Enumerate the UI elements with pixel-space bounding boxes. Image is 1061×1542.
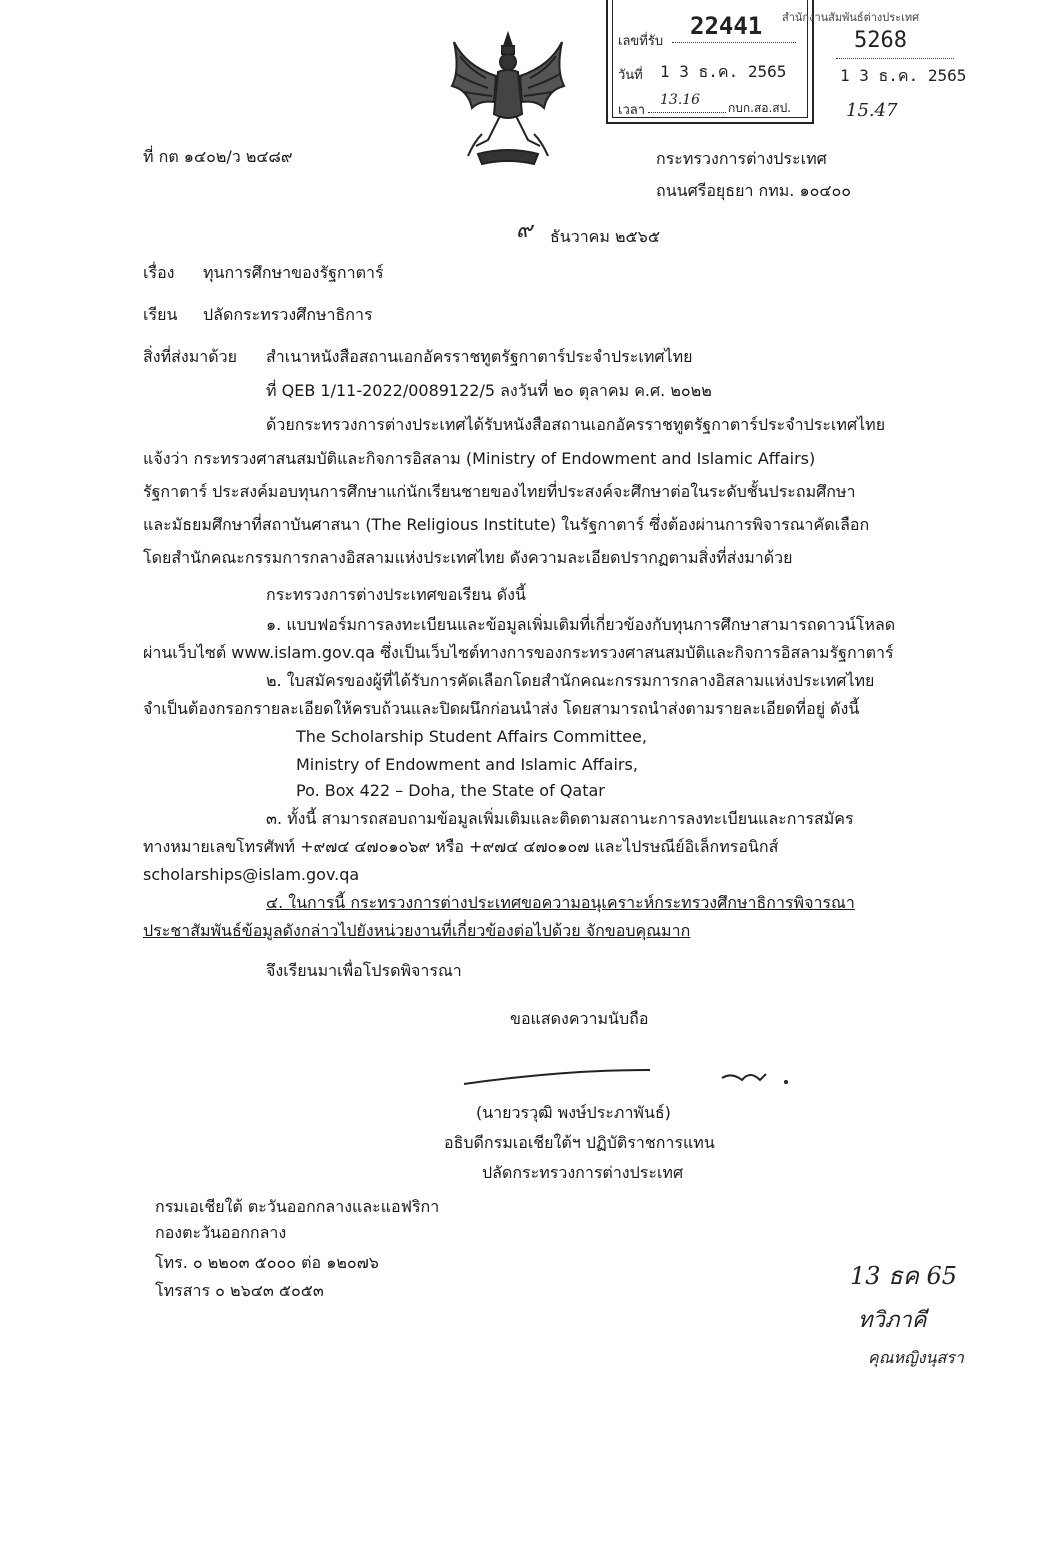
item-2-line-2: จำเป็นต้องกรอกรายละเอียดให้ครบถ้วนและปิดผนึกก่อนนำส่ง โดยสามารถนำส่งตามรายละเอียดที่อยู่ ดังนี้ (143, 699, 860, 718)
stamp-number-2-dotline (836, 58, 954, 59)
address-line-2: Ministry of Endowment and Islamic Affairs, (296, 755, 638, 774)
item-1-line-1: ๑. แบบฟอร์มการลงทะเบียนและข้อมูลเพิ่มเติมที่เกี่ยวข้องกับทุนการศึกษาสามารถดาวน์โหลด (266, 615, 896, 634)
regards: ขอแสดงความนับถือ (510, 1009, 649, 1028)
footer-telephone: โทร. ๐ ๒๒๐๓ ๕๐๐๐ ต่อ ๑๒๐๗๖ (155, 1253, 379, 1272)
signer-name: (นายวรวุฒิ พงษ์ประภาพันธ์) (476, 1103, 671, 1122)
to-label: เรียน (143, 305, 178, 324)
stamp-office: กบก.สอ.สป. (728, 101, 792, 115)
stamp-time: 13.16 (660, 92, 701, 108)
item-3-line-2: ทางหมายเลขโทรศัพท์ +๙๗๔ ๔๗๐๑๐๖๙ หรือ +๙๗๔ ๔๗๐๑๐๗ และไปรษณีย์อิเล็กทรอนิกส์ (143, 837, 779, 856)
to-text: ปลัดกระทรวงศึกษาธิการ (203, 305, 373, 324)
stamp-reg-label: เลขที่รับ (618, 34, 664, 49)
signer-title-1: อธิบดีกรมเอเชียใต้ฯ ปฏิบัติราชการแทน (444, 1133, 715, 1152)
stamp-date-2: 1 3 ธ.ค. 2565 (840, 66, 967, 85)
footer-fax: โทรสาร ๐ ๒๖๔๓ ๕๐๕๓ (155, 1281, 324, 1300)
closing-line: จึงเรียนมาเพื่อโปรดพิจารณา (266, 961, 462, 980)
enclosure-label: สิ่งที่ส่งมาด้วย (143, 347, 237, 366)
enclosure-line-2: ที่ QEB 1/11-2022/0089122/5 ลงวันที่ ๒๐ ตุลาคม ค.ศ. ๒๐๒๒ (266, 381, 712, 400)
date-day-handwritten: ๙ (516, 218, 533, 243)
body-p1-line-3: รัฐกาตาร์ ประสงค์มอบทุนการศึกษาแก่นักเรียนชายของไทยที่ประสงค์จะศึกษาต่อในระดับชั้นประถมศึกษา (143, 482, 856, 501)
letter-date: ธันวาคม ๒๕๖๕ (550, 227, 660, 246)
body-p1-line-4: และมัธยมศึกษาที่สถาบันศาสนา (The Religious Institute) ในรัฐกาตาร์ ซึ่งต้องผ่านการพิจารณาคัดเลือก (143, 515, 870, 534)
enclosure-line-1: สำเนาหนังสือสถานเอกอัครราชทูตรัฐกาตาร์ประจำประเทศไทย (266, 347, 693, 366)
garuda-emblem-icon (446, 30, 570, 168)
body-p1-line-5: โดยสำนักคณะกรรมการกลางอิสลามแห่งประเทศไทย ดังความละเอียดปรากฏตามสิ่งที่ส่งมาด้วย (143, 548, 793, 567)
footer-department: กรมเอเชียใต้ ตะวันออกกลางและแอฟริกา (155, 1197, 440, 1216)
address-line-3: Po. Box 422 – Doha, the State of Qatar (296, 781, 605, 800)
signer-title-2: ปลัดกระทรวงการต่างประเทศ (482, 1163, 684, 1182)
body-p1-line-1: ด้วยกระทรวงการต่างประเทศได้รับหนังสือสถานเอกอัครราชทูตรัฐกาตาร์ประจำประเทศไทย (266, 415, 886, 434)
footer-division: กองตะวันออกกลาง (155, 1223, 287, 1242)
stamp-reg-dotline (672, 42, 796, 43)
stamp-number-2: 5268 (854, 28, 907, 53)
address-line-1: The Scholarship Student Affairs Committee, (296, 727, 647, 746)
subject-label: เรื่อง (143, 263, 175, 282)
handwritten-note-3: คุณหญิงนุสรา (868, 1348, 964, 1367)
stamp-top-right-text: สำนักงานสัมพันธ์ต่างประเทศ (782, 11, 920, 24)
stamp-time-dotline (648, 112, 726, 113)
handwritten-date-note: 13 ธค 65 (850, 1262, 958, 1290)
stamp-time-label: เวลา (618, 103, 646, 118)
stamp-time-2: 15.47 (846, 100, 898, 121)
ministry-address: ถนนศรีอยุธยา กทม. ๑๐๔๐๐ (656, 181, 852, 200)
stamp-reg-no: 22441 (690, 12, 763, 40)
item-1-line-2: ผ่านเว็บไซต์ www.islam.gov.qa ซึ่งเป็นเว็บไซต์ทางการของกระทรวงศาสนสมบัติและกิจการอิสลามรัฐกาตาร์ (143, 643, 894, 662)
item-4-line-2: ประชาสัมพันธ์ข้อมูลดังกล่าวไปยังหน่วยงานที่เกี่ยวข้องต่อไปด้วย จักขอบคุณมาก (143, 921, 691, 940)
item-3-line-1: ๓. ทั้งนี้ สามารถสอบถามข้อมูลเพิ่มเติมและติดตามสถานะการลงทะเบียนและการสมัคร (266, 809, 854, 828)
stamp-date: 1 3 ธ.ค. 2565 (660, 62, 787, 81)
ministry-name: กระทรวงการต่างประเทศ (656, 149, 827, 168)
item-2-line-1: ๒. ใบสมัครของผู้ที่ได้รับการคัดเลือกโดยสำนักคณะกรรมการกลางอิสลามแห่งประเทศไทย (266, 671, 875, 690)
body-p2-intro: กระทรวงการต่างประเทศขอเรียน ดังนี้ (266, 585, 526, 604)
handwritten-note-2: ทวิภาคี (858, 1308, 927, 1333)
subject-text: ทุนการศึกษาของรัฐกาตาร์ (203, 263, 384, 282)
item-4-line-1: ๔. ในการนี้ กระทรวงการต่างประเทศขอความอนุเคราะห์กระทรวงศึกษาธิการพิจารณา (266, 893, 855, 912)
item-3-line-3: scholarships@islam.gov.qa (143, 865, 360, 884)
body-p1-line-2: แจ้งว่า กระทรวงศาสนสมบัติและกิจการอิสลาม (Ministry of Endowment and Islamic Affairs) (143, 449, 816, 468)
stamp-date-label: วันที่ (618, 68, 643, 83)
document-number: ที่ กต ๑๔๐๒/ว ๒๔๘๙ (143, 147, 293, 166)
signature-scribble (460, 1058, 800, 1098)
